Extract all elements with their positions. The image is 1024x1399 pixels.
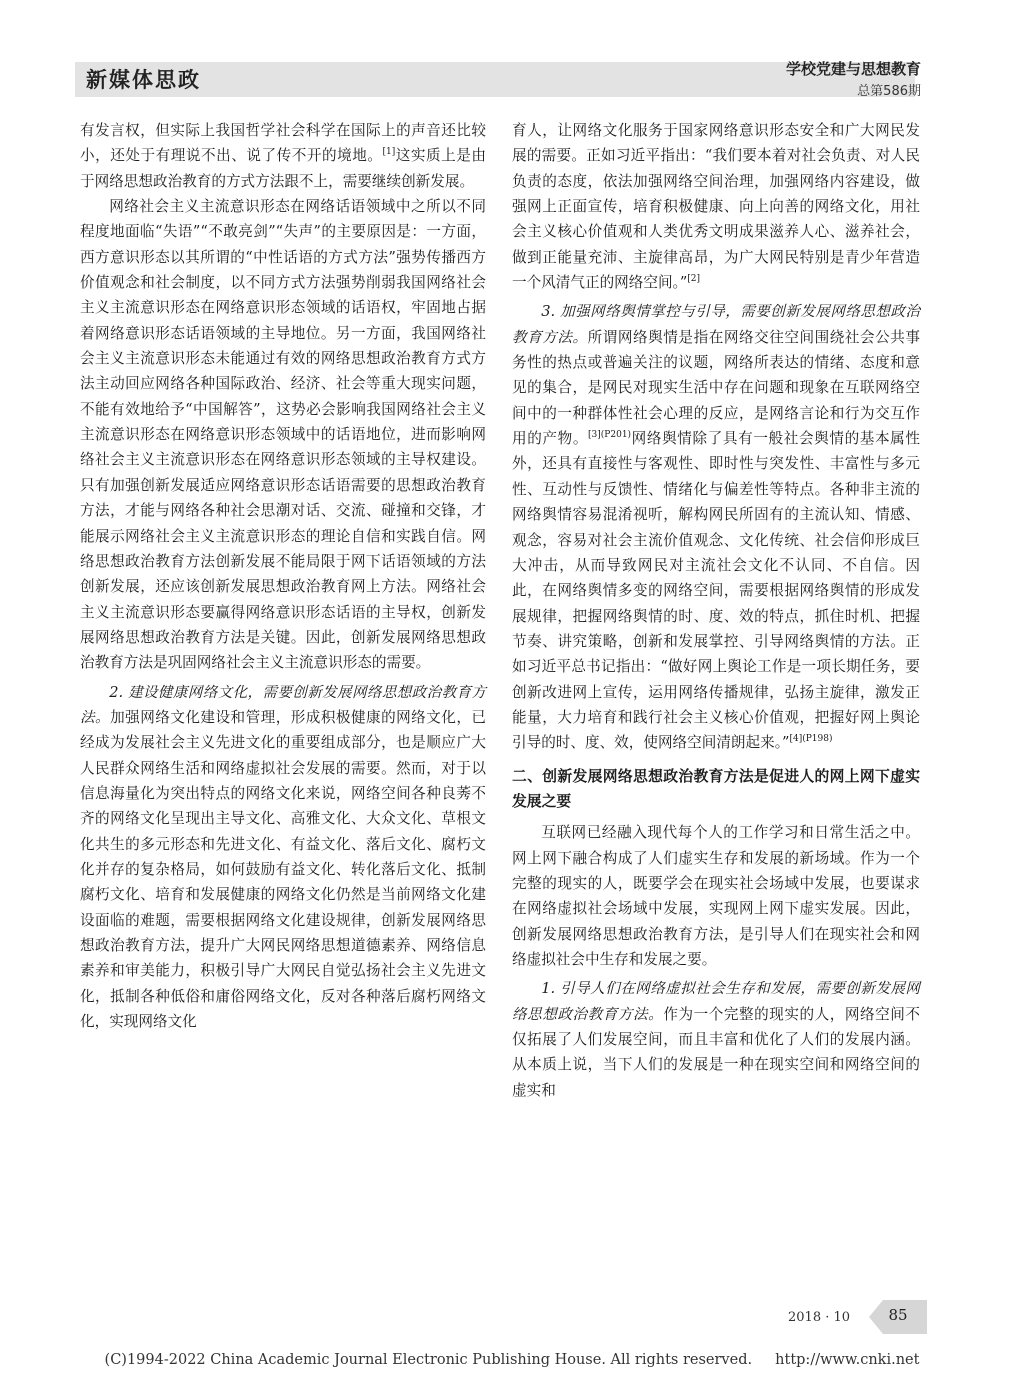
reference-mark[interactable]: [1]	[382, 147, 396, 158]
subsection-heading: 1. 引导人们在网络虚拟社会生存和发展，需要创新发展网络思想政治教育方法。	[512, 980, 920, 1023]
paragraph-text: 这实质上是由于网络思想政治教育的方式方法跟不上，需要继续创新发展。	[80, 147, 486, 190]
paragraph-text: 加强网络文化建设和管理，形成积极健康的网络文化，已经成为发展社会主义先进文化的重要组成部分，也是顺应广大人民群众网络生活和网络虚拟社会发展的需要。然而，对于以信息海量化为突出特点的网络文化来说，网络空间各种良莠不齐的网络文化呈现出主导文化、高雅文化、大众文化、草根文化共生的多元形态和先进文化、有益文化、落后文化、腐朽文化并存的复杂格局，如何鼓励有益文化、转化落后文化、抵制腐朽文化、培育和发展健康的网络文化仍然是当前网络文化建设面临的难题，需要根据网络文化建设规律，创新发展网络思想政治教育方法，提升广大网民网络思想道德素养、网络信息素养和审美能力，积极引导广大网民自觉弘扬社会主义先进文化，抵制各种低俗和庸俗网络文化，反对各种落后腐朽网络文化，实现网络文化	[80, 708, 486, 1031]
section-heading: 二、创新发展网络思想政治教育方法是促进人的网上网下虚实发展之要	[512, 767, 920, 810]
section-title: 新媒体思政	[86, 68, 201, 92]
right-column	[512, 118, 920, 1103]
left-column	[80, 118, 486, 1034]
paragraph: 互联网已经融入现代每个人的工作学习和日常生活之中。网上网下融合构成了人们虚实生存和发展的新场域。作为一个完整的现实的人，既要学会在现实社会场域中发展，也要谋求在网络虚拟社会场域中发展，实现网上网下虚实发展。因此，创新发展网络思想政治教育方法，是引导人们在现实社会和网络虚拟社会中生存和发展之要。	[512, 824, 920, 968]
footer-link[interactable]: http://www.cnki.net	[775, 1352, 920, 1368]
paragraph-text: 所谓网络舆情是指在网络交往空间围绕社会公共事务性的热点或普遍关注的议题，网络所表达的情绪、态度和意见的集合，是网民对现实生活中存在问题和现象在互联网络空间中的一种群体性社会心理的反应，是网络言论和行为交互作用的产物。	[512, 328, 920, 448]
reference-mark[interactable]: [2]	[687, 274, 701, 285]
reference-mark[interactable]: [3](P201)	[588, 430, 632, 441]
paragraph	[80, 680, 486, 1035]
paragraph	[80, 118, 486, 194]
paragraph-text: 有发言权，但实际上我国哲学社会科学在国际上的声音还比较小，还处于有理说不出、说了传不开的境地。	[80, 122, 486, 165]
journal-name: 学校党建与思想教育	[785, 60, 921, 78]
paragraph	[512, 976, 920, 1103]
page-number: 85	[888, 1306, 908, 1324]
subsection-heading: 3. 加强网络舆情掌控与引导，需要创新发展网络思想政治教育方法。	[512, 303, 920, 346]
paragraph	[512, 299, 920, 755]
paragraph-text: 网络舆情除了具有一般社会舆情的基本属性外，还具有直接性与客观性、即时性与突发性、丰富性与多元性、互动性与反馈性、情绪化与偏差性等特点。各种非主流的网络舆情容易混淆视听，解构网民所固有的主流认知、情感、观念，容易对社会主流价值观念、文化传统、社会信仰形成巨大冲击，从而导致网民对主流社会文化不认同、不自信。因此，在网络舆情多变的网络空间，需要根据网络舆情的形成发展规律，把握网络舆情的时、度、效的特点，抓住时机、把握节奏、讲究策略，创新和发展掌控、引导网络舆情的方法。正如习近平总书记指出：“做好网上舆论工作是一项长期任务，要创新改进网上宣传，运用网络传播规律，弘扬主旋律，激发正能量，大力培育和践行社会主义核心价值观，把握好网上舆论引导的时、度、效，使网络空间清朗起来。”	[512, 430, 920, 752]
paragraph-text: 育人，让网络文化服务于国家网络意识形态安全和广大网民发展的需要。正如习近平指出：“我们要本着对社会负责、对人民负责的态度，依法加强网络空间治理，加强网络内容建设，做强网上正面宣传，培育积极健康、向上向善的网络文化，用社会主义核心价值观和人类优秀文明成果滋养人心、滋养社会，做到正能量充沛、主旋律高昂，为广大网民特别是青少年营造一个风清气正的网络空间。”	[512, 122, 920, 292]
paragraph-text: 作为一个完整的现实的人，网络空间不仅拓展了人们发展空间，而且丰富和优化了人们的发展内涵。从本质上说，当下人们的发展是一种在现实空间和网络空间的虚实和	[512, 1005, 920, 1099]
issue-date: 2018 · 10	[788, 1310, 851, 1325]
reference-mark[interactable]: [4](P198)	[789, 734, 833, 745]
issue-number: 总第586期	[857, 84, 921, 99]
paragraph: 网络社会主义主流意识形态在网络话语领域中之所以不同程度地面临“失语”“不敢亮剑”“失声”的主要原因是：一方面，西方意识形态以其所谓的“中性话语的方式方法”强势传播西方价值观念和社会制度，以不同方式方法强势削弱我国网络社会主义主流意识形态在网络意识形态领域的话语权，牢固地占据着网络意识形态话语领域的主导地位。另一方面，我国网络社会主义主流意识形态未能通过有效的网络思想政治教育方式方法主动回应网络各种国际政治、经济、社会等重大现实问题，不能有效地给予“中国解答”，这势必会影响我国网络社会主义主流意识形态在网络意识形态领域中的话语地位，进而影响网络社会主义主流意识形态在网络意识形态领域的主导权建设。只有加强创新发展适应网络意识形态话语需要的思想政治教育方法，才能与网络各种社会思潮对话、交流、碰撞和交锋，才能展示网络社会主义主流意识形态的理论自信和实践自信。网络思想政治教育方法创新发展不能局限于网下话语领域的方法创新发展，还应该创新发展思想政治教育网上方法。网络社会主义主流意识形态要赢得网络意识形态话语的主导权，创新发展网络思想政治教育方法是关键。因此，创新发展网络思想政治教育方法是巩固网络社会主义主流意识形态的需要。	[80, 198, 486, 672]
paragraph	[512, 118, 920, 295]
copyright-text: (C)1994-2022 China Academic Journal Electronic Publishing House. All rights reserved.	[104, 1352, 753, 1368]
footer	[0, 1352, 1024, 1368]
subsection-heading: 2. 建设健康网络文化，需要创新发展网络思想政治教育方法。	[80, 683, 486, 726]
